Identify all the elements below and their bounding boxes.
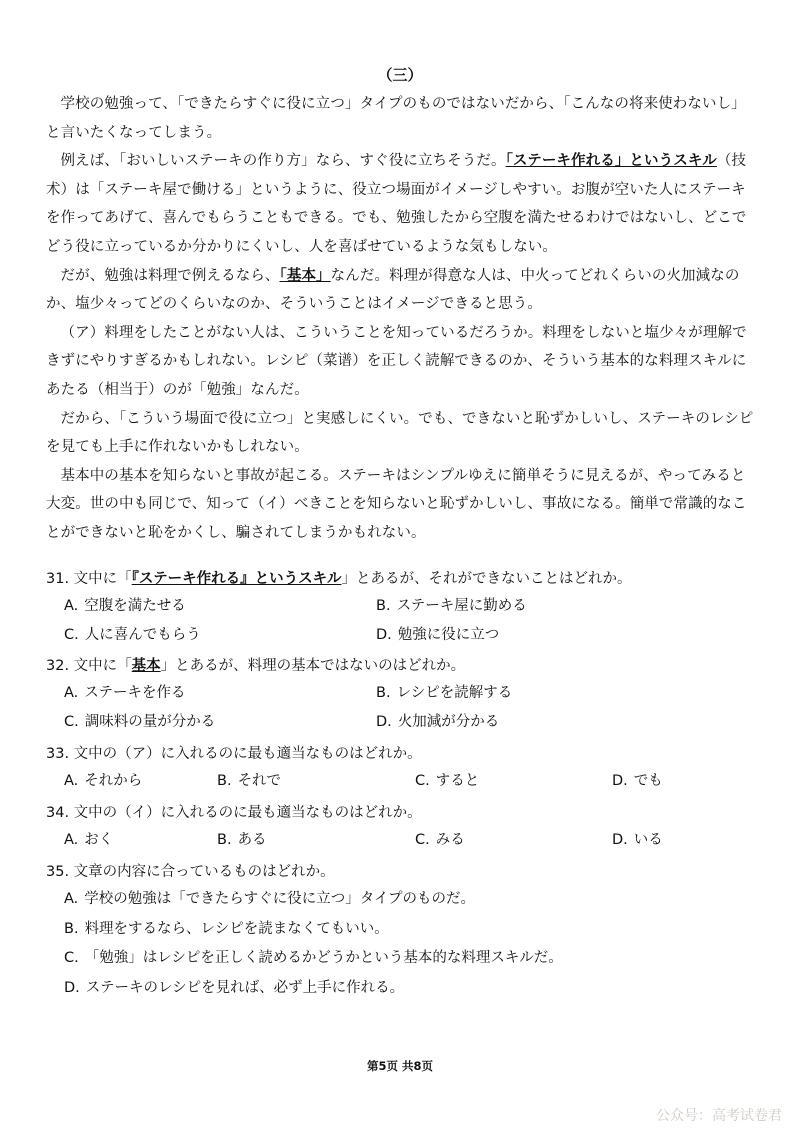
question-stem [46,566,758,592]
question-31 [46,566,758,650]
option-c[interactable] [46,944,758,974]
option-row [46,708,758,737]
stem-text: 文章の内容に合っているものはどれか。 [73,864,335,880]
question-stem [46,653,758,679]
option-label: D. [612,773,628,789]
stem-text: 文中の（イ）に入れるのに最も適当なものはどれか。 [73,805,422,821]
option-d[interactable] [612,767,663,796]
option-text: ある [237,832,267,848]
stem-text: 文中に「 [73,571,132,587]
option-c[interactable] [415,826,465,855]
option-text: 勉強に役に立つ [397,627,500,643]
watermark: 公众号：高考试卷君 [656,1108,782,1124]
paragraph-4: （ア）料理をしたことがない人は、こういうことを知っているだろうか。料理をしないと塩少々が理解できずにやりすぎるかもしれない。レシピ（菜谱）を正しく読解できるのか、そういう基本的な料理スキルにあたる（相当于）のが「勉強」なんだ。 [46,324,747,398]
paragraph-2-part-c: （技术）は「ステーキ屋で働ける」というように、役立つ場面がイメージしやすい。お腹が空いた人にステーキを作ってあげて、喜んでもらうこともできる。でも、勉強したから空腹を満たせるわけではないし、どこでどう役に立っているか分かりにくいし、人を喜ばせているような気もしない。 [46,153,747,255]
option-label: A. [64,773,79,789]
option-text: 火加減が分かる [397,714,500,730]
option-label: C. [64,714,79,730]
option-label: A. [64,685,79,701]
option-label: D. [64,979,80,996]
option-text: 空腹を満たせる [84,598,186,614]
option-text: ステーキ屋に勤める [396,598,527,614]
section-title: （三） [377,66,423,84]
option-label: D. [612,832,628,848]
question-number: 31. [46,571,70,587]
option-a[interactable] [64,592,186,621]
question-number: 34. [46,805,70,821]
option-d[interactable] [612,826,663,855]
option-b[interactable] [217,826,267,855]
stem-text: 文中に「 [73,658,132,674]
paragraph-2-part-a: 例えば、「おいしいステーキの作り方」なら、すぐ役に立ちそうだ。 [60,153,506,170]
option-label: B. [64,920,79,937]
option-text: いる [633,832,663,848]
option-c[interactable] [64,708,215,737]
stem-text: 」とあるが、それができないことはどれか。 [341,571,632,587]
option-text: すると [435,773,480,789]
paragraph-2 [46,147,758,261]
option-text: それで [237,773,282,789]
question-number: 33. [46,746,70,762]
option-text: みる [435,832,465,848]
option-label: A. [64,598,79,614]
option-text: 「勉強」はレシピを正しく読めるかどうかという基本的な料理スキルだ。 [84,950,563,966]
question-32 [46,653,758,737]
question-33 [46,741,758,796]
option-row [46,621,758,650]
paragraph-1: 学校の勉強って、「できたらすぐに役に立つ」タイプのものではないだから、「こんなの将来使わないし」と言いたくなってしまう。 [46,96,746,141]
question-35 [46,859,758,1003]
option-label: D. [376,627,392,643]
option-a[interactable] [64,826,113,855]
option-label: B. [376,685,391,701]
option-b[interactable] [217,767,281,796]
option-d[interactable] [46,974,758,1004]
option-text: 学校の勉強は「できたらすぐに役に立つ」タイプのものだ。 [84,891,476,907]
option-label: A. [64,891,79,907]
option-text: ステーキを作る [84,685,186,701]
option-label: A. [64,832,79,848]
paragraph-3 [46,262,758,319]
option-b[interactable] [376,592,527,621]
stem-text: 」とあるが、料理の基本ではないのはどれか。 [160,658,466,674]
paragraph-3-part-a: だが、勉強は料理で例えるなら、 [60,267,280,284]
question-34 [46,800,758,855]
paragraph-6: 基本中の基本を知らないと事故が起こる。ステーキはシンプルゆえに簡単そうに見えるが、やってみると大変。世の中も同じで、知って（イ）べきことを知らないと恥ずかしいし、事故になる。簡単で常識的なことができないと恥をかくし、騙されてしまうかもれない。 [46,467,747,541]
option-text: 料理をするなら、レシピを読まなくてもいい。 [84,920,389,937]
option-row [46,679,758,708]
option-d[interactable] [376,621,499,650]
option-a[interactable] [46,885,758,915]
option-text: それから [84,773,143,789]
option-text: 調味料の量が分かる [84,714,216,730]
option-b[interactable] [376,679,512,708]
option-text: ステーキのレシピを見れば、必ず上手に作れる。 [85,979,405,996]
option-row [46,826,758,855]
option-label: D. [376,714,392,730]
option-a[interactable] [64,679,186,708]
option-text: おく [84,832,114,848]
question-stem [46,741,758,767]
option-label: B. [217,832,232,848]
page-number: 第5页 共8页 [366,1059,433,1073]
option-label: B. [217,773,232,789]
option-b[interactable] [46,915,758,945]
option-row [46,767,758,796]
reading-passage [46,90,758,548]
option-text: 人に喜んでもらう [84,627,201,643]
option-a[interactable] [64,767,142,796]
option-text: でも [633,773,663,789]
option-c[interactable] [64,621,201,650]
option-row [46,592,758,621]
question-number: 35. [46,864,70,880]
option-text: レシピを読解する [396,685,513,701]
underlined-phrase-steak-skill: 「ステーキ作れる」というスキル [505,153,717,170]
underlined-phrase-kihon: 「基本」 [279,267,331,284]
option-d[interactable] [376,708,499,737]
paragraph-3-part-c: なんだ。料理が得意な人は、中火ってどれくらいの火加減なのか、塩少々ってどのくらいなのか、そういうことはイメージできると思う。 [46,267,740,313]
paragraph-5: だから、「こういう場面で役に立つ」と実感しにくい。でも、できないと恥ずかしいし、ステーキのレシピを見ても上手に作れないかもしれない。 [46,410,754,456]
option-c[interactable] [415,767,479,796]
stem-underlined-phrase: 『ステーキ作れる』というスキル [131,571,342,587]
option-label: C. [415,773,430,789]
stem-underlined-phrase: 基本 [131,658,161,674]
question-number: 32. [46,658,70,674]
stem-text: 文中の（ア）に入れるのに最も適当なものはどれか。 [73,746,422,762]
option-label: B. [376,598,391,614]
option-label: C. [64,627,79,643]
option-label: C. [415,832,430,848]
option-label: C. [64,950,79,966]
question-stem [46,859,758,885]
question-stem [46,800,758,826]
